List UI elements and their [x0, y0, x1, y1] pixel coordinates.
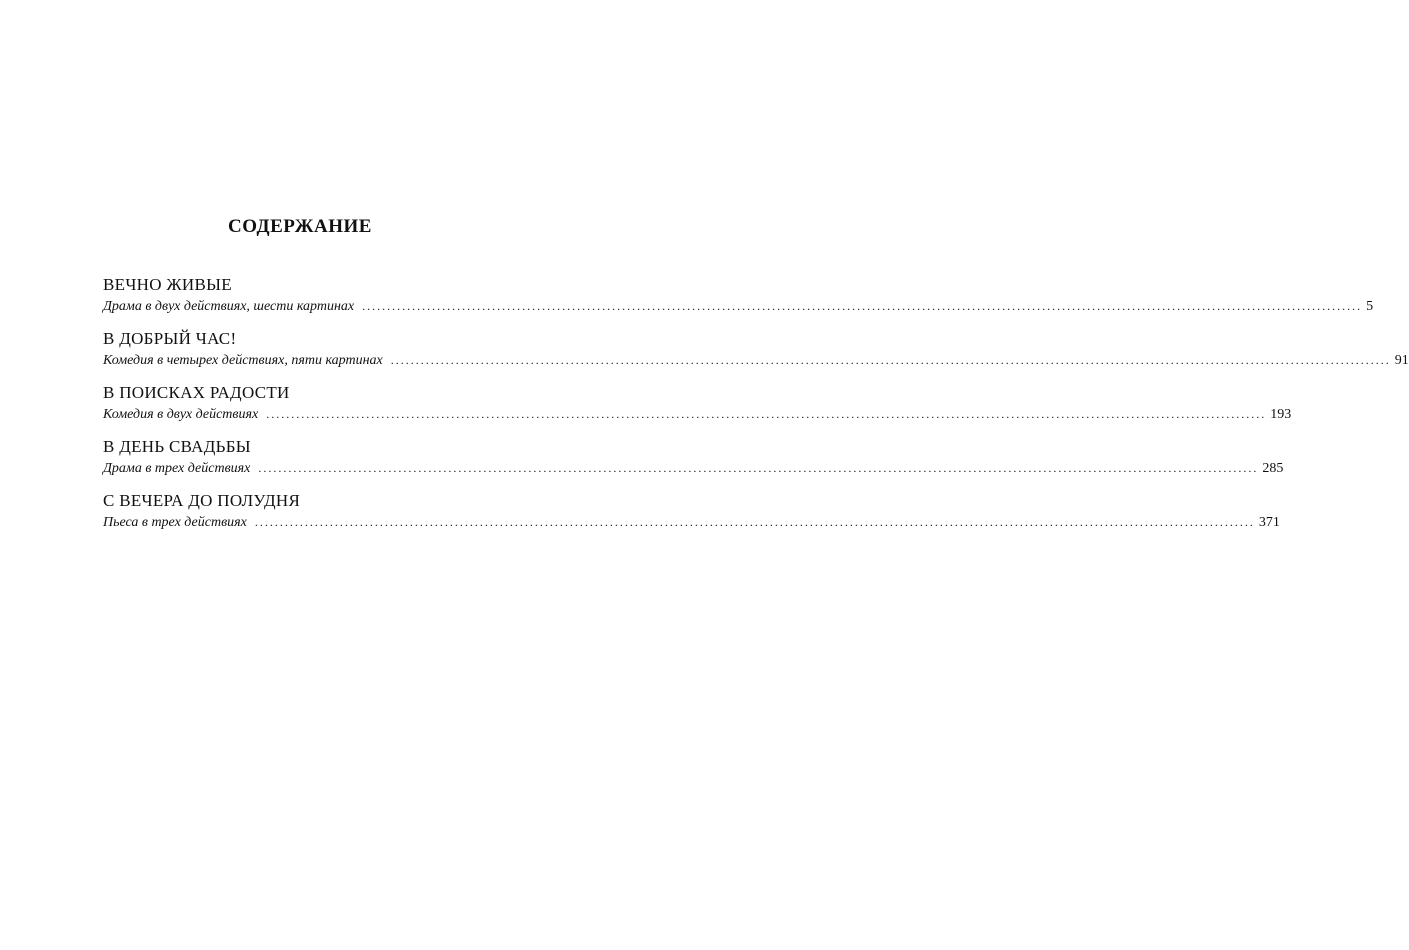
toc-entry: [103, 490, 1280, 533]
toc-entry-heading: В ПОИСКАХ РАДОСТИ: [103, 383, 290, 402]
toc-entry-heading: В ДОБРЫЙ ЧАС!: [103, 329, 237, 348]
dot-leader: ........................................................................................................................................................................................................: [362, 299, 1363, 313]
toc-entry-subtitle: Комедия в двух действиях: [103, 407, 259, 422]
dot-leader: ........................................................................................................................................................................................................: [254, 515, 1255, 529]
toc-entry-line: [103, 512, 1280, 533]
toc-entry-heading: В ДЕНЬ СВАДЬБЫ: [103, 437, 251, 456]
toc-entry-page-number: 193: [1270, 407, 1292, 422]
toc-entry-subtitle: Комедия в четырех действиях, пяти картинах: [103, 353, 383, 368]
toc-entry-page-number: 91: [1394, 353, 1409, 368]
toc-entry-line: [103, 404, 1292, 425]
toc-entry-page-number: 371: [1258, 515, 1280, 530]
toc-entry-line: [103, 350, 1409, 371]
toc-entry-line: [103, 458, 1284, 479]
dot-leader: ........................................................................................................................................................................................................: [266, 407, 1267, 421]
toc-entry-subtitle: Пьеса в трех действиях: [103, 515, 247, 530]
table-of-contents: [103, 274, 1409, 544]
toc-entry: [103, 274, 1374, 317]
toc-entry: [103, 382, 1292, 425]
toc-entry-subtitle: Драма в двух действиях, шести картинах: [103, 299, 355, 314]
toc-entry-page-number: 5: [1366, 299, 1374, 314]
toc-entry-subtitle: Драма в трех действиях: [103, 461, 251, 476]
toc-entry-line: [103, 296, 1374, 317]
toc-entry: [103, 328, 1409, 371]
toc-entry: [103, 436, 1284, 479]
toc-entry-page-number: 285: [1262, 461, 1284, 476]
page-title: СОДЕРЖАНИЕ: [228, 216, 372, 237]
dot-leader: ........................................................................................................................................................................................................: [258, 461, 1259, 475]
toc-entry-heading: ВЕЧНО ЖИВЫЕ: [103, 275, 232, 294]
toc-entry-heading: С ВЕЧЕРА ДО ПОЛУДНЯ: [103, 491, 301, 510]
dot-leader: ........................................................................................................................................................................................................: [390, 353, 1391, 367]
